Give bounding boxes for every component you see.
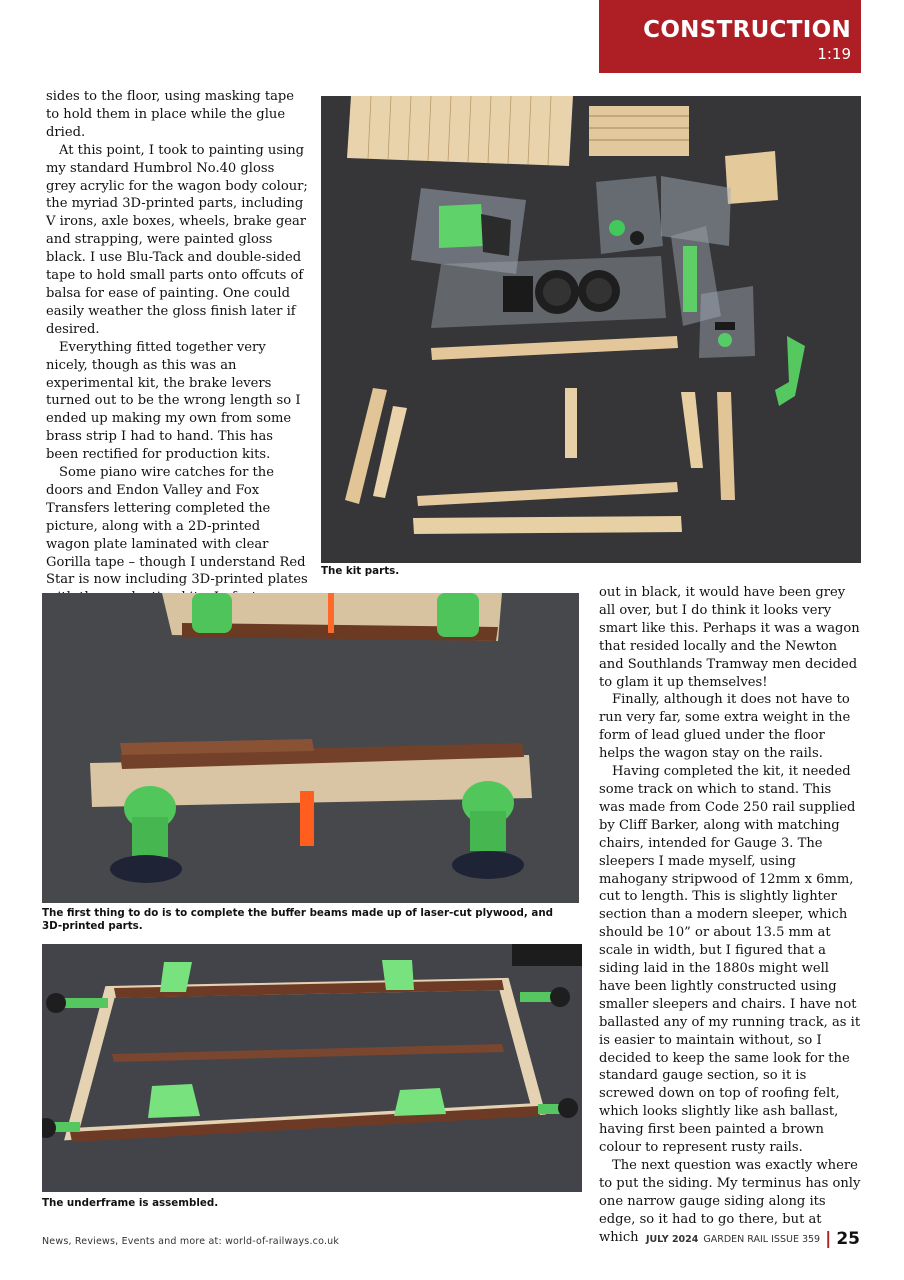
photo-kit-parts bbox=[321, 96, 861, 563]
caption-underframe: The underframe is assembled. bbox=[42, 1197, 219, 1209]
section-title: CONSTRUCTION bbox=[643, 17, 851, 43]
caption-kit-parts: The kit parts. bbox=[321, 565, 400, 577]
paragraph: Everything fitted together very nicely, though as this was an experimental kit, the brake levers turned out to be the wrong length so I ended up making my own from some brass strip I had to hand. This has been rectified for production kits. bbox=[46, 339, 301, 463]
page-number: 25 bbox=[836, 1229, 860, 1249]
text-column-left bbox=[46, 88, 308, 643]
paragraph: Finally, although it does not have to run very far, some extra weight in the form of lead glued under the floor helps the wagon stay on the rails. bbox=[599, 692, 851, 762]
footer-website: News, Reviews, Events and more at: world-of-railways.co.uk bbox=[42, 1236, 340, 1247]
paragraph: At this point, I took to painting using my standard Humbrol No.40 gloss grey acrylic for the wagon body colour; the myriad 3D-printed parts, including V irons, axle boxes, wheels, brake gear and strapping, were painted gloss black. I use Blu-Tack and double-sided tape to hold small parts onto offcuts of balsa for ease of painting. One could easily weather the gloss finish later if desired. bbox=[46, 142, 308, 337]
photo-underframe bbox=[42, 944, 582, 1192]
paragraph: sides to the floor, using masking tape to hold them in place while the glue dried. bbox=[46, 89, 295, 140]
paragraph: Some piano wire catches for the doors and Endon Valley and Fox Transfers lettering completed the picture, along with a 2D-printed wagon plate laminated with clear Gorilla tape – though I understand Red Star is now including 3D-printed plates bbox=[46, 465, 308, 588]
section-scale: 1:19 bbox=[817, 45, 851, 63]
footer-magazine: GARDEN RAIL ISSUE 359 bbox=[703, 1233, 821, 1245]
paragraph: out in black, it would have been grey all over, but I do think it looks very smart like this. Perhaps it was a wagon that resided locally and the Newton and Southlands Tramway men decided to glam it up themselves! bbox=[599, 585, 860, 690]
footer-date: JULY 2024 bbox=[645, 1233, 699, 1245]
footer-issue bbox=[646, 1229, 860, 1249]
paragraph: Having completed the kit, it needed some track on which to stand. This was made from Code 250 rail supplied by Cliff Barker, along with matching chairs, intended for Gauge 3. The sleepers I made myself, using mahogany stripwood of 12mm x 6mm, cut to length. This is slightly lighter section than a modern sleeper, which should be 10” or about 13.5 mm at scale in width, but I figured that a siding laid in the 1880s might well have been lightly constructed using smaller sleepers and chairs. I have not ballasted any of my running track, as it is easier to maintain without, so I decided to keep the same look for the standard gauge section, so it is screwed down on top of roofing felt, which looks slightly like ash ballast, having first been painted a brown colour to represent rusty rails. bbox=[599, 764, 861, 1156]
section-banner bbox=[599, 0, 861, 73]
footer-divider: | bbox=[825, 1229, 832, 1249]
caption-buffer-beams: The first thing to do is to complete the buffer beams made up of laser-cut plywood, and 3D-printed parts. bbox=[42, 907, 554, 932]
photo-buffer-beams bbox=[42, 593, 579, 903]
paragraph: The next question was exactly where to put the siding. My terminus has only one narrow gauge siding along its edge, so it had to go there, but at which bbox=[599, 1158, 861, 1245]
text-column-right bbox=[599, 584, 861, 1247]
